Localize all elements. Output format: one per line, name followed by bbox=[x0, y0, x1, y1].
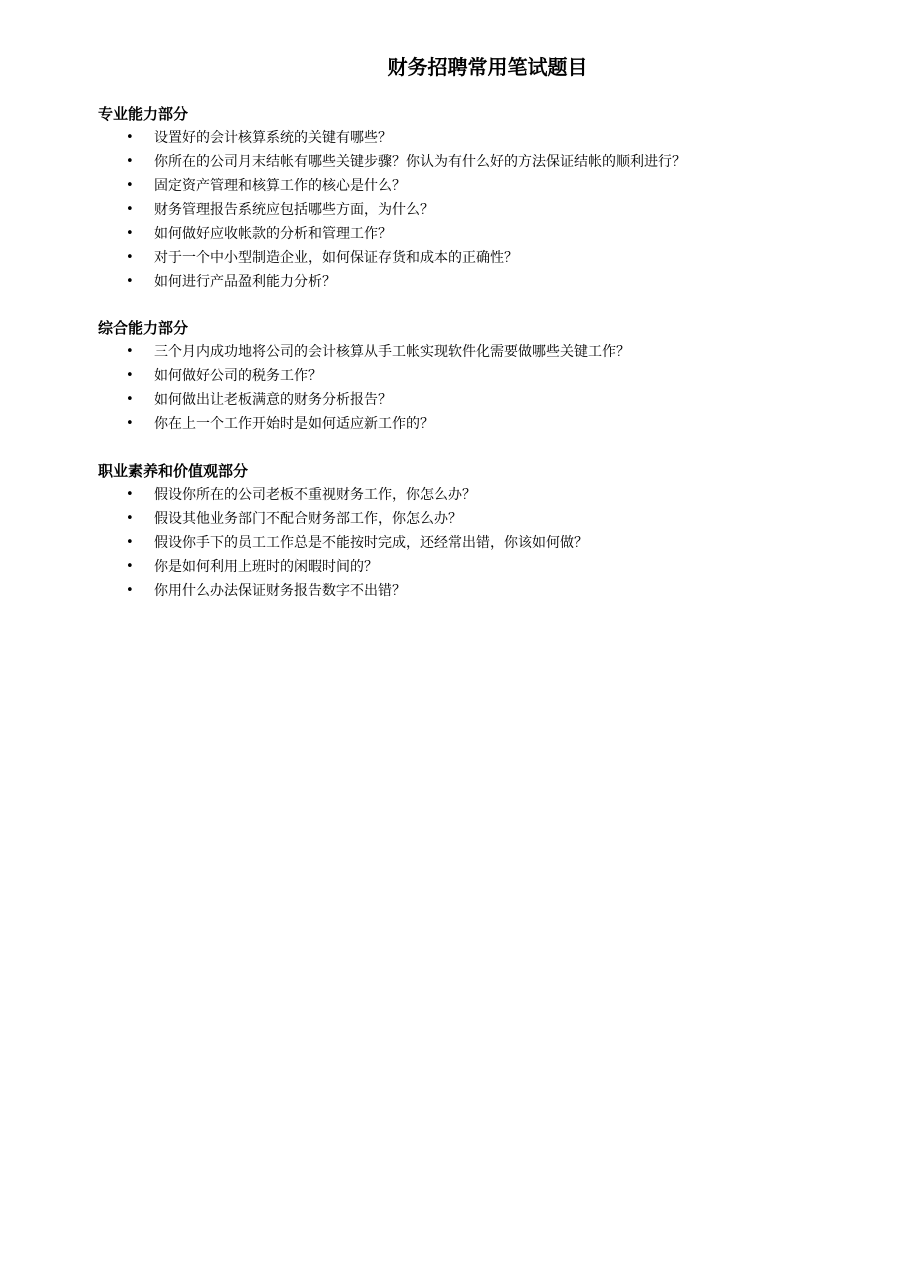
list-item bbox=[98, 364, 878, 388]
list-item bbox=[98, 579, 878, 603]
bullet-icon: • bbox=[126, 202, 134, 217]
question-text: 对于一个中小型制造企业，如何保证存货和成本的正确性？ bbox=[154, 250, 518, 266]
list-item bbox=[98, 388, 878, 412]
question-list bbox=[98, 340, 878, 436]
list-item bbox=[98, 222, 878, 246]
list-item bbox=[98, 531, 878, 555]
document-title: 财务招聘常用笔试题目 bbox=[387, 55, 588, 79]
list-item bbox=[98, 555, 878, 579]
bullet-icon: • bbox=[126, 416, 134, 431]
section-heading: 职业素养和价值观部分 bbox=[98, 462, 249, 480]
question-list bbox=[98, 483, 878, 603]
section-professional-ethics bbox=[98, 459, 878, 603]
question-text: 财务管理报告系统应包括哪些方面，为什么？ bbox=[154, 202, 434, 218]
bullet-icon: • bbox=[126, 178, 134, 193]
question-text: 假设你手下的员工工作总是不能按时完成，还经常出错，你该如何做？ bbox=[154, 535, 588, 551]
list-item bbox=[98, 340, 878, 364]
bullet-icon: • bbox=[126, 130, 134, 145]
section-heading: 综合能力部分 bbox=[98, 319, 189, 337]
section-professional-ability bbox=[98, 102, 878, 294]
bullet-icon: • bbox=[126, 226, 134, 241]
list-item bbox=[98, 126, 878, 150]
question-text: 如何做出让老板满意的财务分析报告？ bbox=[154, 392, 392, 408]
list-item bbox=[98, 412, 878, 436]
question-text: 如何做好应收帐款的分析和管理工作？ bbox=[154, 226, 392, 242]
question-text: 你用什么办法保证财务报告数字不出错？ bbox=[154, 583, 406, 599]
question-text: 如何进行产品盈利能力分析？ bbox=[154, 274, 336, 290]
list-item bbox=[98, 150, 878, 174]
question-text: 固定资产管理和核算工作的核心是什么？ bbox=[154, 178, 406, 194]
bullet-icon: • bbox=[126, 535, 134, 550]
question-text: 假设其他业务部门不配合财务部工作，你怎么办？ bbox=[154, 511, 462, 527]
question-text: 如何做好公司的税务工作？ bbox=[154, 368, 322, 384]
question-text: 你是如何利用上班时的闲暇时间的？ bbox=[154, 559, 378, 575]
list-item bbox=[98, 174, 878, 198]
question-text: 设置好的会计核算系统的关键有哪些？ bbox=[154, 130, 392, 146]
list-item bbox=[98, 198, 878, 222]
list-item bbox=[98, 483, 878, 507]
section-comprehensive-ability bbox=[98, 316, 878, 436]
question-text: 你在上一个工作开始时是如何适应新工作的？ bbox=[154, 416, 434, 432]
bullet-icon: • bbox=[126, 344, 134, 359]
question-list bbox=[98, 126, 878, 294]
question-text: 你所在的公司月末结帐有哪些关键步骤？你认为有什么好的方法保证结帐的顺利进行？ bbox=[154, 154, 686, 170]
bullet-icon: • bbox=[126, 274, 134, 289]
bullet-icon: • bbox=[126, 487, 134, 502]
section-heading: 专业能力部分 bbox=[98, 105, 189, 123]
list-item bbox=[98, 270, 878, 294]
question-text: 三个月内成功地将公司的会计核算从手工帐实现软件化需要做哪些关键工作？ bbox=[154, 344, 630, 360]
bullet-icon: • bbox=[126, 583, 134, 598]
list-item bbox=[98, 507, 878, 531]
bullet-icon: • bbox=[126, 250, 134, 265]
bullet-icon: • bbox=[126, 392, 134, 407]
question-text: 假设你所在的公司老板不重视财务工作，你怎么办？ bbox=[154, 487, 476, 503]
bullet-icon: • bbox=[126, 154, 134, 169]
bullet-icon: • bbox=[126, 559, 134, 574]
list-item bbox=[98, 246, 878, 270]
bullet-icon: • bbox=[126, 511, 134, 526]
bullet-icon: • bbox=[126, 368, 134, 383]
